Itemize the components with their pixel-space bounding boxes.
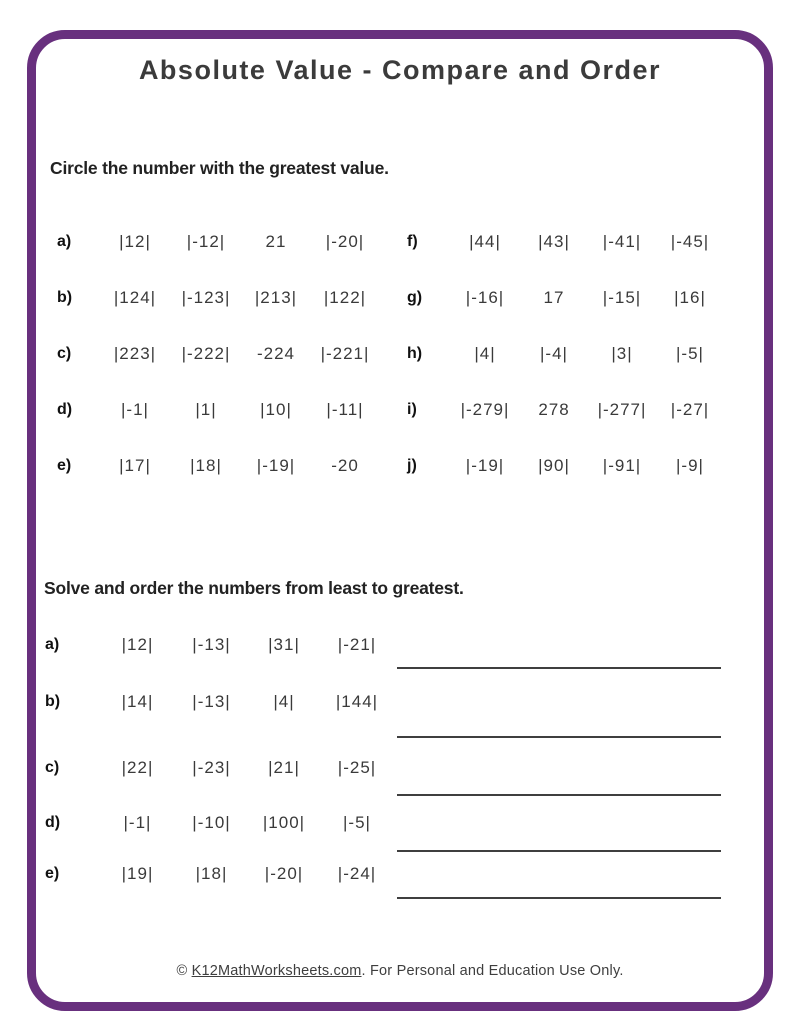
value-cell: |-13| [192,692,231,711]
value-cell: |-25| [337,758,377,777]
value-cell: |19| [121,864,154,883]
value-cell: |-41| [602,232,642,251]
order-row [40,806,395,840]
value-cell: |-279| [460,400,510,419]
compare-row [400,326,725,382]
value-cell: |17| [119,456,151,475]
value-cell: |-19| [465,456,505,475]
value-cell: -224 [256,344,296,363]
compare-row [400,438,725,494]
footer-credit [0,963,800,979]
value-cell: |-277| [597,400,647,419]
compare-row [50,438,380,494]
value-cell: |-4| [540,344,568,363]
value-cell: 17 [543,288,565,307]
value-cell: |124| [113,288,157,307]
row-label: b) [57,289,73,306]
value-cell: |-123| [181,288,231,307]
value-cell: |-16| [465,288,505,307]
value-cell: |-221| [320,344,370,363]
value-cell: |1| [195,400,217,419]
row-label: b) [45,693,61,710]
value-cell: 21 [265,232,287,251]
value-cell: |3| [611,344,633,363]
value-cell: |-12| [186,232,226,251]
value-cell: |18| [195,864,228,883]
compare-row [50,382,380,438]
row-label: d) [57,401,73,418]
row-label: c) [45,759,60,776]
compare-row [400,382,725,438]
value-cell: |-27| [670,400,710,419]
compare-row [400,270,725,326]
value-cell: |-5| [343,813,371,832]
row-label: e) [45,865,60,882]
row-label: g) [407,289,423,306]
value-cell: -20 [331,456,359,475]
value-cell: 278 [538,400,570,419]
answer-line [397,794,721,796]
value-cell: |-1| [123,813,152,832]
value-cell: |44| [469,232,501,251]
order-row [40,685,395,719]
row-label: i) [407,401,417,418]
page-title: Absolute Value - Compare and Order [138,55,662,85]
value-cell: |-222| [181,344,231,363]
compare-row [50,214,380,270]
value-cell: |-45| [670,232,710,251]
value-cell: |10| [260,400,292,419]
value-cell: |14| [121,692,154,711]
compare-grid-left [50,214,380,494]
value-cell: |4| [273,692,295,711]
answer-line [397,667,721,669]
value-cell: |31| [268,635,300,654]
value-cell: |122| [323,288,367,307]
value-cell: |-9| [676,456,704,475]
value-cell: |223| [113,344,157,363]
value-cell: |-10| [192,813,231,832]
answer-line [397,850,721,852]
answer-line [397,897,721,899]
value-cell: |-20| [325,232,365,251]
row-label: a) [57,233,72,250]
value-cell: |-23| [192,758,231,777]
order-row [40,857,395,891]
value-cell: |-1| [121,400,149,419]
compare-row [400,214,725,270]
value-cell: |-91| [602,456,642,475]
row-label: d) [45,814,61,831]
row-label: e) [57,457,72,474]
value-cell: |43| [538,232,570,251]
value-cell: |18| [190,456,222,475]
value-cell: |100| [262,813,306,832]
value-cell: |22| [121,758,154,777]
order-row [40,751,395,785]
value-cell: |-13| [192,635,231,654]
value-cell: |-20| [264,864,304,883]
value-cell: |-24| [337,864,377,883]
value-cell: |213| [254,288,298,307]
row-label: a) [45,636,60,653]
section1-heading: Circle the number with the greatest value. [50,158,389,178]
value-cell: |16| [674,288,706,307]
compare-row [50,326,380,382]
compare-row [50,270,380,326]
k12mathworksheets-link[interactable]: K12MathWorksheets.com [191,963,362,979]
compare-grid-right [400,214,725,494]
value-cell: |90| [538,456,570,475]
value-cell: |-5| [676,344,704,363]
row-label: c) [57,345,72,362]
section2-heading: Solve and order the numbers from least to greatest. [44,578,464,598]
value-cell: |-19| [256,456,296,475]
row-label: h) [407,345,423,362]
copyright-symbol: © [176,963,192,979]
row-label: f) [407,233,418,250]
value-cell: |12| [121,635,154,654]
value-cell: |144| [335,692,379,711]
answer-line [397,736,721,738]
value-cell: |-15| [602,288,642,307]
value-cell: |-11| [326,400,364,419]
order-row [40,628,395,662]
value-cell: |4| [474,344,496,363]
footer-usage-text: . For Personal and Education Use Only. [361,963,624,979]
value-cell: |-21| [337,635,377,654]
value-cell: |12| [119,232,151,251]
row-label: j) [407,457,417,474]
value-cell: |21| [268,758,300,777]
